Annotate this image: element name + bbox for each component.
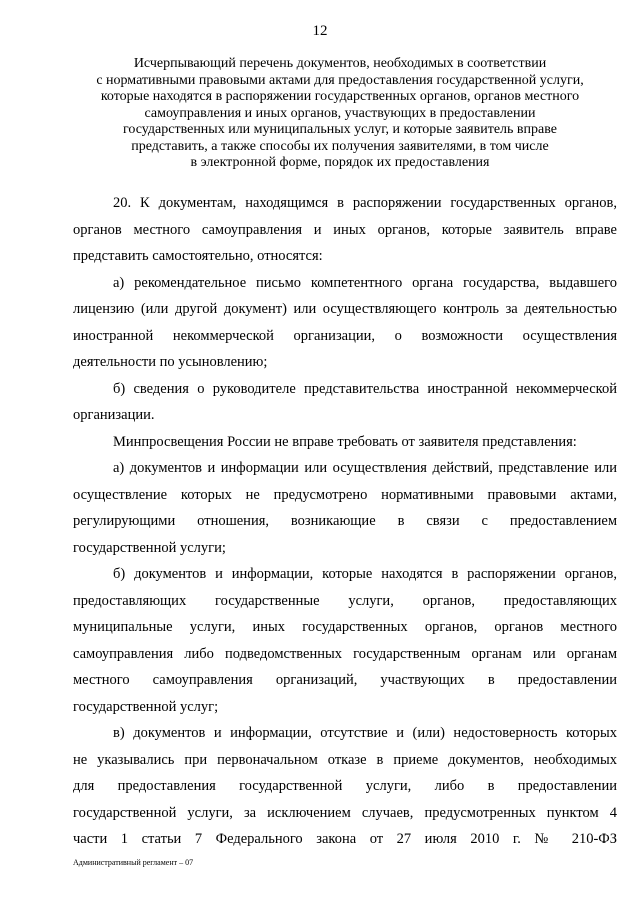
text-line: муниципальные услуги, иных государственных органов, органов местного (73, 619, 617, 635)
text-line: а) документов и информации или осуществления действий, представление или (113, 460, 617, 476)
paragraph-item-a-letter (73, 270, 617, 376)
text-line: не указывались при первоначальном отказе в приеме документов, необходимых (73, 751, 617, 768)
text-line: регулирующими отношения, возникающие в связи с предоставлением (73, 513, 617, 529)
text-line: государственной услуги, за исключением случаев, предусмотренных пунктом 4 (73, 804, 617, 821)
text-line: лицензию (или другой документ) или осуществляющего контроль за деятельностью (73, 301, 617, 317)
text-line: в) документов и информации, отсутствие и (или) недостоверность которых (113, 725, 617, 741)
text-line: самоуправления либо подведомственных государственным органам или органам (73, 645, 617, 662)
text-line: деятельности по усыновлению; (73, 354, 268, 370)
text-line: б) сведения о руководителе представительства иностранной некоммерческой (113, 380, 617, 397)
heading-line: государственных или муниципальных услуг, и которые заявитель вправе (123, 122, 557, 137)
text-line: иностранной некоммерческой организации, о возможности осуществления (73, 327, 617, 344)
footer-note: Административный регламент – 07 (73, 858, 194, 867)
heading-line: Исчерпывающий перечень документов, необходимых в соответствии (133, 56, 547, 71)
text-line: осуществление которых не предусмотрено нормативными правовыми актами, (73, 486, 617, 503)
heading-line: представить, а также способы их получения заявителями, в том числе (131, 138, 549, 154)
text-line: местного самоуправления организаций, участвующих в предоставлении (73, 672, 617, 688)
text-line: для предоставления государственной услуги, либо в предоставлении (73, 778, 617, 794)
text-line: государственной услуги; (73, 539, 226, 556)
text-line: б) документов и информации, которые находятся в распоряжении органов, (113, 566, 617, 582)
heading-line: с нормативными правовыми актами для предоставления государственной услуги, (96, 72, 584, 88)
paragraph-item-v-documents (73, 720, 617, 853)
text-line: 20. К документам, находящимся в распоряжении государственных органов, (113, 195, 617, 211)
document-body (73, 190, 617, 853)
text-line: а) рекомендательное письмо компетентного органа государства, выдавшего (113, 274, 617, 291)
text-line: государственной услуг; (73, 698, 219, 715)
text-line: части 1 статьи 7 Федерального закона от 27 июля 2010 г. № 210-ФЗ (73, 831, 617, 847)
paragraph-ministry-not-entitled (73, 429, 617, 456)
heading-line: самоуправления и иных органов, участвующих в предоставлении (144, 105, 536, 121)
text-line: органов местного самоуправления и иных органов, которые заявитель вправе (73, 221, 617, 238)
text-line: представить самостоятельно, относятся: (73, 248, 323, 264)
text-line: организации. (73, 407, 155, 423)
text-line: предоставляющих государственные услуги, органов, предоставляющих (73, 592, 617, 609)
heading-line: в электронной форме, порядок их предоставления (190, 155, 490, 170)
heading-line: которые находятся в распоряжении государственных органов, органов местного (100, 89, 580, 104)
paragraph-20 (73, 190, 617, 270)
paragraph-item-a-documents (73, 455, 617, 561)
paragraph-item-b-director (73, 376, 617, 429)
section-heading (70, 56, 610, 172)
page-number: 12 (312, 23, 328, 39)
paragraph-item-b-documents (73, 561, 617, 720)
text-line: Минпросвещения России не вправе требовать от заявителя представления: (113, 433, 577, 450)
